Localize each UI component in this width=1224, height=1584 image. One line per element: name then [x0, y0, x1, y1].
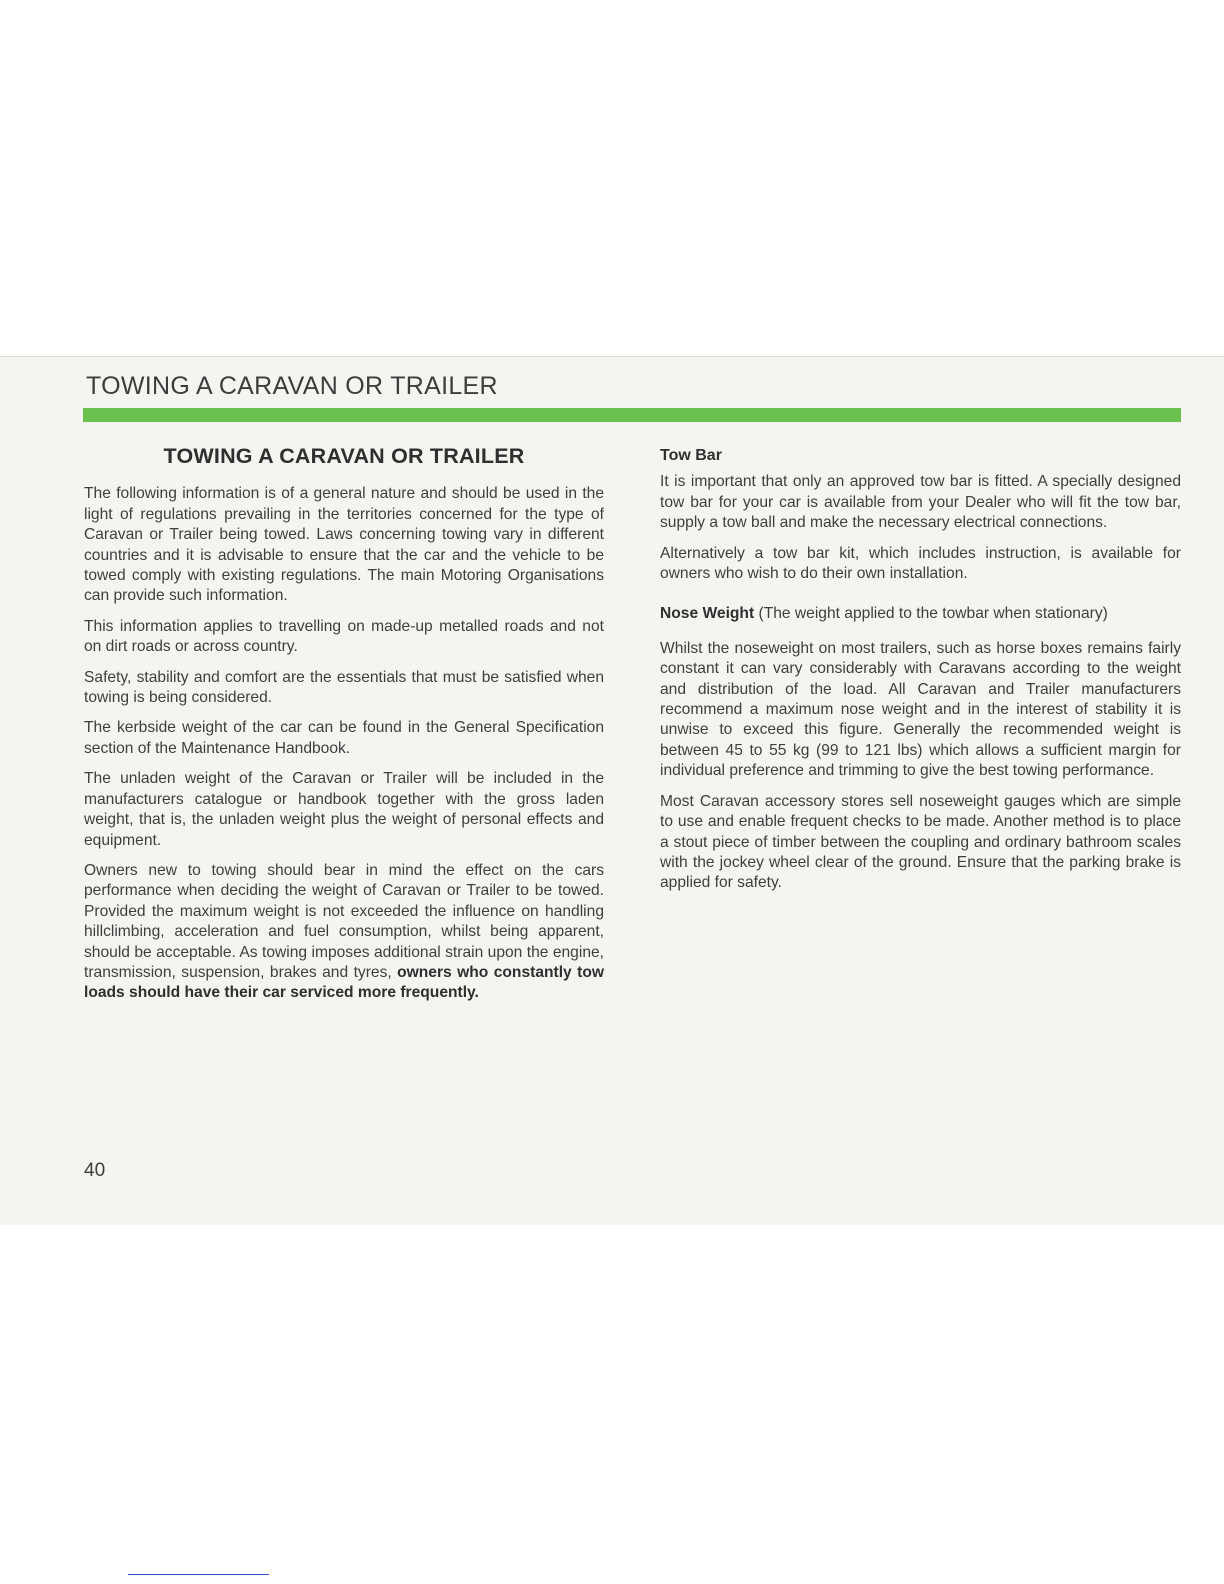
left-column [84, 446, 604, 1014]
unladen-weight-paragraph: The unladen weight of the Caravan or Trailer will be included in the manufacturers catalogue or handbook together with the gross laden weight, that is, the unladen weight plus the weight of personal effects and equipment. [84, 770, 604, 849]
service-warning-emphasis: owners who constantly tow loads should have their car serviced more frequently. [84, 963, 604, 1002]
right-column [660, 446, 1181, 904]
nose-weight-heading: Nose Weight [660, 605, 755, 623]
intro-paragraph: The following information is of a general nature and should be used in the light of regulations prevailing in the territories concerned for the type of Caravan or Trailer being towed. Laws concerning towing vary in different countries and it is advisable to ensure that the car and the vehicle to be towed comply with existing regulations. The main Motoring Organisations can provide such information. [84, 485, 604, 605]
tow-bar-kit-paragraph: Alternatively a tow bar kit, which includes instruction, is available for owners who wish to do their own installation. [660, 544, 1181, 583]
tow-bar-heading: Tow Bar [660, 447, 722, 464]
safety-paragraph: Safety, stability and comfort are the essentials that must be satisfied when towing is being considered. [84, 668, 604, 707]
nose-weight-heading-line [660, 604, 1181, 624]
noseweight-gauges-paragraph: Most Caravan accessory stores sell noseweight gauges which are simple to use and enable frequent checks to be made. Another method is to place a stout piece of timber between the coupling and ordinary bathroom scales with the jockey wheel clear of the ground. Ensure that the parking brake is applied for safety. [660, 792, 1181, 892]
green-header-rule [83, 408, 1181, 422]
nose-weight-note: (The weight applied to the towbar when stationary) [758, 605, 1108, 623]
owners-new-paragraph [84, 861, 604, 1004]
section-title: TOWING A CARAVAN OR TRAILER [163, 444, 525, 468]
roads-paragraph: This information applies to travelling on made-up metalled roads and not on dirt roads or across country. [84, 617, 604, 656]
tow-bar-paragraph: It is important that only an approved tow bar is fitted. A specially designed tow bar for your car is available from your Dealer who will fit the tow bar, supply a tow ball and make the necessary electrical connections. [660, 473, 1181, 532]
kerbside-weight-paragraph: The kerbside weight of the car can be found in the General Specification section of the Maintenance Handbook. [84, 719, 604, 757]
bottom-underline-mark [128, 1574, 269, 1575]
owners-new-text: Owners new to towing should bear in mind the effect on the cars performance when deciding the weight of Caravan or Trailer to be towed. Provided the maximum weight is not exceeded the influence on handling hillclimbing, acceleration and fuel consumption, whilst being apparent, should be acceptable. As towing imposes additional strain upon the engine, transmission, suspension, brakes and tyres, [84, 861, 604, 981]
page-number: 40 [84, 1160, 106, 1181]
running-header-title: TOWING A CARAVAN OR TRAILER [86, 372, 498, 400]
noseweight-paragraph: Whilst the noseweight on most trailers, such as horse boxes remains fairly constant it can vary considerably with Caravans according to the weight and distribution of the load. All Caravan and Trailer manufacturers recommend a maximum nose weight and in the interest of stability it is unwise to exceed this figure. Generally the recommended weight is between 45 to 55 kg (99 to 121 lbs) which allows a sufficient margin for individual preference and trimming to give the best towing performance. [660, 639, 1181, 780]
